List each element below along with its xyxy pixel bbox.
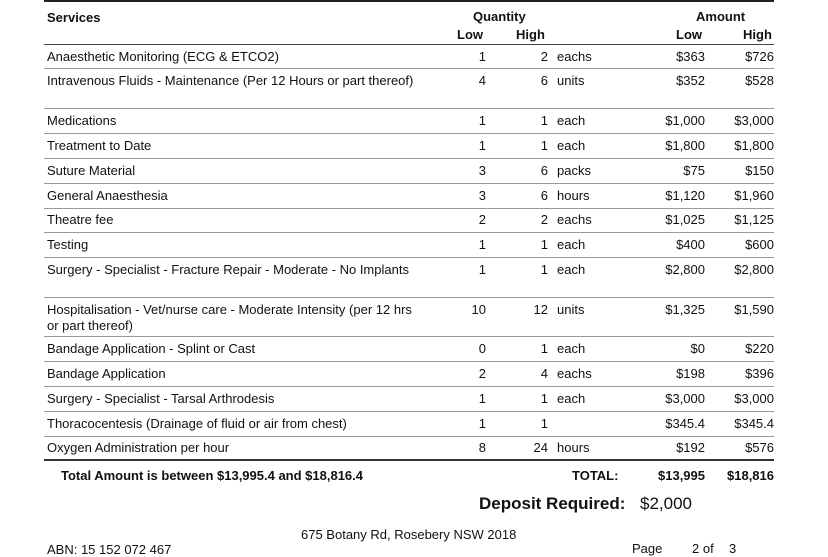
quantity-low-cell: 3 [478, 163, 486, 178]
unit-cell: each [557, 391, 586, 406]
quantity-high-cell: 12 [533, 302, 548, 317]
quantity-high-header: High [516, 27, 545, 42]
quantity-low-cell: 0 [478, 341, 486, 356]
quantity-low-cell: 8 [478, 440, 486, 455]
quantity-low-cell: 2 [478, 366, 486, 381]
service-cell: Anaesthetic Monitoring (ECG & ETCO2) [47, 49, 279, 64]
quantity-high-cell: 6 [540, 73, 548, 88]
quantity-high-cell: 24 [533, 440, 548, 455]
quantity-high-cell: 1 [540, 237, 548, 252]
quantity-low-cell: 1 [478, 237, 486, 252]
amount-high-cell: $2,800 [734, 262, 774, 277]
amount-high-cell: $726 [745, 49, 774, 64]
footer-address: 675 Botany Rd, Rosebery NSW 2018 [301, 527, 517, 542]
amount-high-cell: $576 [745, 440, 774, 455]
service-cell: Medications [47, 113, 117, 128]
amount-low-cell: $1,000 [665, 113, 705, 128]
quantity-low-cell: 1 [478, 49, 486, 64]
row-divider [44, 386, 774, 387]
row-divider [44, 257, 774, 258]
amount-low-cell: $363 [676, 49, 705, 64]
service-cell: Intravenous Fluids - Maintenance (Per 12 Hours or part thereof) [47, 73, 414, 88]
service-cell: Surgery - Specialist - Tarsal Arthrodesis [47, 391, 275, 406]
amount-low-cell: $400 [676, 237, 705, 252]
quantity-high-cell: 1 [540, 391, 548, 406]
quantity-high-cell: 6 [540, 188, 548, 203]
amount-low-cell: $345.4 [665, 416, 705, 431]
total-high: $18,816 [727, 468, 774, 483]
quantity-header: Quantity [473, 9, 526, 24]
unit-cell: packs [557, 163, 591, 178]
row-divider [44, 108, 774, 109]
deposit-label: Deposit Required: [479, 494, 626, 513]
amount-high-cell: $1,125 [734, 212, 774, 227]
total-summary: Total Amount is between $13,995.4 and $18,816.4 [61, 468, 364, 483]
footer-page-total: 3 [729, 541, 737, 556]
unit-cell: units [557, 73, 585, 88]
services-header: Services [47, 10, 101, 25]
unit-cell: eachs [557, 366, 592, 381]
quantity-high-cell: 1 [540, 113, 548, 128]
unit-cell: hours [557, 440, 590, 455]
footer-page-of: 2 of [692, 541, 714, 556]
quantity-high-cell: 6 [540, 163, 548, 178]
amount-high-cell: $1,800 [734, 138, 774, 153]
unit-cell: each [557, 237, 586, 252]
unit-cell: units [557, 302, 585, 317]
row-divider [44, 208, 774, 209]
amount-high-cell: $150 [745, 163, 774, 178]
quantity-low-cell: 3 [478, 188, 486, 203]
amount-high-cell: $3,000 [734, 113, 774, 128]
quantity-high-cell: 4 [540, 366, 548, 381]
quantity-low-cell: 10 [471, 302, 486, 317]
row-divider [44, 297, 774, 298]
unit-cell: each [557, 113, 586, 128]
quantity-low-cell: 1 [478, 113, 486, 128]
amount-high-header: High [743, 27, 772, 42]
row-divider [44, 411, 774, 412]
service-cell: Bandage Application [47, 366, 166, 381]
amount-low-cell: $3,000 [665, 391, 705, 406]
amount-low-cell: $1,025 [665, 212, 705, 227]
quantity-high-cell: 1 [540, 416, 548, 431]
amount-high-cell: $396 [745, 366, 774, 381]
unit-cell: each [557, 262, 586, 277]
unit-cell: hours [557, 188, 590, 203]
amount-high-cell: $220 [745, 341, 774, 356]
total-divider [44, 459, 774, 461]
amount-low-cell: $352 [676, 73, 705, 88]
service-cell: Theatre fee [47, 212, 114, 227]
quantity-low-cell: 1 [478, 262, 486, 277]
quantity-low-cell: 4 [478, 73, 486, 88]
service-cell: Testing [47, 237, 89, 252]
top-rule [44, 0, 774, 2]
row-divider [44, 183, 774, 184]
service-cell: Thoracocentesis (Drainage of fluid or air from chest) [47, 416, 347, 431]
service-cell: Suture Material [47, 163, 136, 178]
total-low: $13,995 [658, 468, 705, 483]
amount-high-cell: $3,000 [734, 391, 774, 406]
amount-high-cell: $1,590 [734, 302, 774, 317]
quantity-low-cell: 1 [478, 138, 486, 153]
quantity-low-cell: 1 [478, 391, 486, 406]
amount-low-cell: $192 [676, 440, 705, 455]
row-divider [44, 336, 774, 337]
header-divider [44, 44, 774, 45]
amount-high-cell: $345.4 [734, 416, 774, 431]
amount-low-cell: $1,800 [665, 138, 705, 153]
amount-low-cell: $75 [683, 163, 705, 178]
service-cell: Surgery - Specialist - Fracture Repair - Moderate - No Implants [47, 262, 409, 277]
unit-cell: each [557, 341, 586, 356]
amount-high-cell: $528 [745, 73, 774, 88]
quantity-high-cell: 1 [540, 341, 548, 356]
unit-cell: eachs [557, 212, 592, 227]
row-divider [44, 361, 774, 362]
unit-cell: eachs [557, 49, 592, 64]
amount-low-cell: $2,800 [665, 262, 705, 277]
row-divider [44, 133, 774, 134]
quantity-high-cell: 1 [540, 262, 548, 277]
deposit-value: $2,000 [640, 494, 692, 513]
service-cell: Bandage Application - Splint or Cast [47, 341, 256, 356]
amount-low-cell: $0 [690, 341, 705, 356]
quantity-high-cell: 2 [540, 49, 548, 64]
service-cell: Treatment to Date [47, 138, 152, 153]
amount-header: Amount [696, 9, 746, 24]
footer-abn: ABN: 15 152 072 467 [47, 542, 172, 557]
quantity-high-cell: 2 [540, 212, 548, 227]
unit-cell: each [557, 138, 586, 153]
service-cell: General Anaesthesia [47, 188, 168, 203]
amount-high-cell: $1,960 [734, 188, 774, 203]
row-divider [44, 158, 774, 159]
amount-low-header: Low [676, 27, 702, 42]
footer-page-label: Page [632, 541, 663, 556]
quantity-low-cell: 1 [478, 416, 486, 431]
row-divider [44, 68, 774, 69]
service-cell: Hospitalisation - Vet/nurse care - Moderate Intensity (per 12 hrs or part thereof) [47, 302, 412, 333]
total-label: TOTAL: [572, 468, 619, 483]
amount-low-cell: $198 [676, 366, 705, 381]
quantity-low-cell: 2 [478, 212, 486, 227]
amount-low-cell: $1,120 [665, 188, 705, 203]
service-cell: Oxygen Administration per hour [47, 440, 230, 455]
amount-low-cell: $1,325 [665, 302, 705, 317]
quantity-low-header: Low [457, 27, 483, 42]
row-divider [44, 232, 774, 233]
row-divider [44, 436, 774, 437]
amount-high-cell: $600 [745, 237, 774, 252]
quantity-high-cell: 1 [540, 138, 548, 153]
